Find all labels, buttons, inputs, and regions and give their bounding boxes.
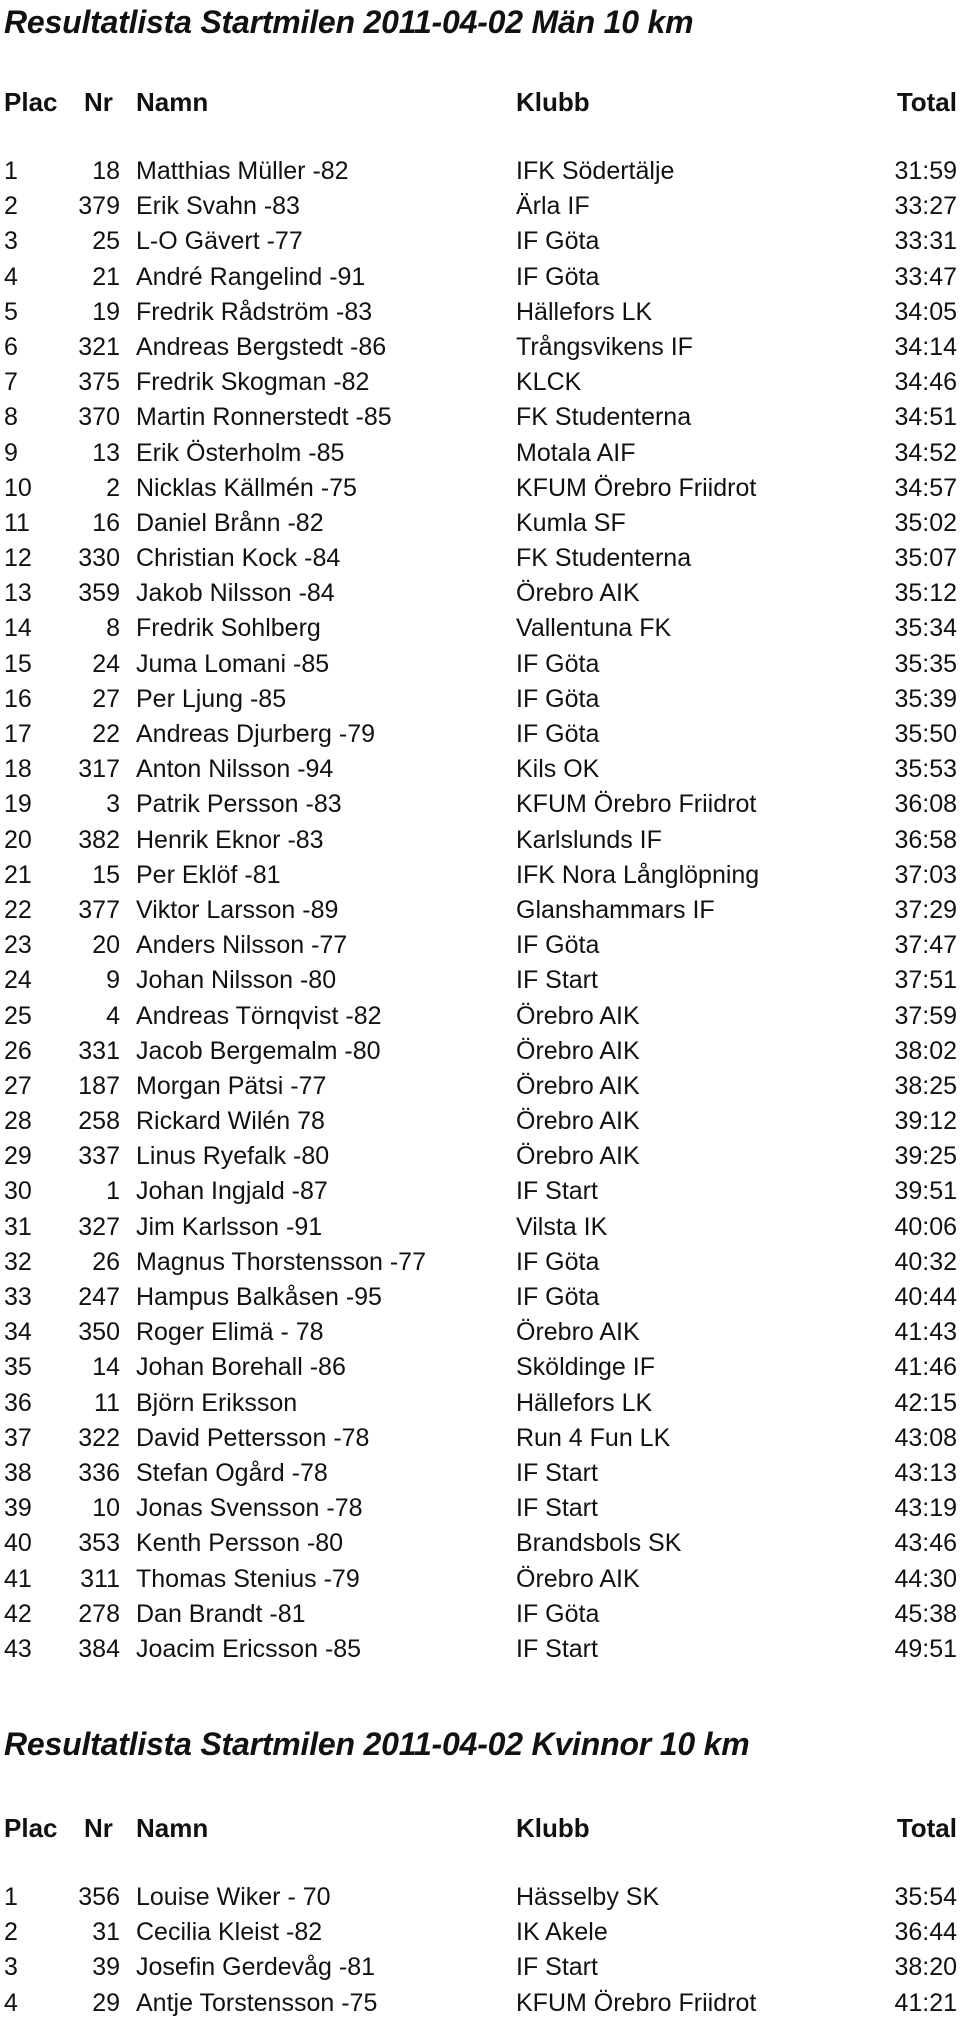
cell-nr: 10: [92, 1494, 120, 1523]
cell-namn: André Rangelind -91: [136, 262, 366, 291]
table-row: [0, 1491, 960, 1526]
cell-total: 40:44: [894, 1283, 957, 1311]
cell-total: 37:47: [894, 931, 957, 960]
cell-klubb: IF Göta: [516, 262, 600, 291]
cell-nr: 331: [78, 1036, 120, 1065]
cell-nr: 327: [78, 1212, 120, 1241]
cell-klubb: KFUM Örebro Friidrot: [516, 473, 757, 502]
results-table: [0, 154, 960, 1667]
cell-total: 35:54: [894, 1883, 957, 1911]
cell-nr: 16: [92, 508, 120, 537]
section-title: Resultatlista Startmilen 2011-04-02 Män 10 km: [4, 4, 694, 40]
cell-namn: Fredrik Sohlberg: [136, 614, 321, 643]
cell-klubb: Brandsbols SK: [516, 1529, 682, 1558]
cell-klubb: IF Start: [516, 966, 598, 995]
cell-total: 38:02: [894, 1036, 957, 1065]
cell-nr: 29: [92, 1988, 120, 2017]
cell-nr: 9: [106, 966, 120, 995]
cell-nr: 353: [78, 1529, 120, 1558]
cell-nr: 321: [78, 332, 120, 361]
cell-total: 37:03: [894, 860, 957, 889]
cell-plac: 9: [4, 438, 18, 467]
cell-namn: Fredrik Rådström -83: [136, 297, 373, 326]
cell-total: 43:19: [894, 1494, 957, 1523]
cell-nr: 14: [92, 1353, 120, 1382]
cell-nr: 350: [78, 1318, 120, 1347]
cell-nr: 317: [78, 755, 120, 784]
cell-total: 35:02: [894, 508, 957, 537]
cell-plac: 12: [4, 544, 32, 573]
cell-total: 35:34: [894, 614, 957, 643]
cell-total: 37:29: [894, 895, 957, 924]
cell-klubb: Hällefors LK: [516, 297, 653, 326]
cell-plac: 6: [4, 332, 18, 361]
cell-namn: Andreas Törnqvist -82: [136, 1001, 382, 1030]
cell-plac: 33: [4, 1283, 32, 1311]
cell-plac: 18: [4, 755, 32, 784]
table-row: [0, 611, 960, 646]
cell-klubb: IFK Nora Långlöpning: [516, 860, 760, 889]
cell-nr: 311: [80, 1564, 120, 1593]
cell-namn: Per Eklöf -81: [136, 860, 281, 889]
cell-namn: Roger Elimä - 78: [136, 1318, 324, 1347]
cell-namn: Cecilia Kleist -82: [136, 1918, 323, 1947]
cell-namn: Christian Kock -84: [136, 544, 341, 573]
cell-nr: 330: [78, 544, 120, 573]
cell-nr: 19: [92, 297, 120, 326]
cell-nr: 247: [78, 1283, 120, 1311]
cell-klubb: Kils OK: [516, 755, 600, 784]
table-row: [0, 1350, 960, 1385]
cell-klubb: Örebro AIK: [516, 1564, 640, 1593]
cell-total: 49:51: [894, 1634, 957, 1663]
cell-plac: 20: [4, 825, 32, 854]
cell-plac: 5: [4, 297, 18, 326]
cell-plac: 1: [4, 1883, 18, 1911]
cell-total: 35:07: [894, 544, 957, 573]
cell-nr: 322: [78, 1423, 120, 1452]
cell-plac: 25: [4, 1001, 32, 1030]
cell-namn: Henrik Eknor -83: [136, 825, 324, 854]
cell-total: 35:50: [894, 720, 957, 748]
cell-namn: Martin Ronnerstedt -85: [136, 403, 392, 432]
table-row: [0, 717, 960, 752]
cell-total: 33:31: [894, 227, 957, 256]
cell-total: 34:05: [894, 297, 957, 326]
cell-nr: 39: [92, 1953, 120, 1982]
table-row: [0, 1632, 960, 1667]
cell-plac: 43: [4, 1634, 32, 1663]
cell-nr: 2: [106, 473, 120, 502]
cell-total: 40:32: [894, 1247, 957, 1276]
cell-namn: Nicklas Källmén -75: [136, 473, 357, 502]
table-row: [0, 1386, 960, 1421]
table-row: [0, 928, 960, 963]
cell-nr: 187: [78, 1071, 120, 1100]
table-row: [0, 1562, 960, 1597]
cell-namn: Rickard Wilén 78: [136, 1107, 325, 1136]
cell-klubb: IF Göta: [516, 649, 600, 678]
cell-klubb: Ärla IF: [516, 192, 590, 221]
table-row: [0, 647, 960, 682]
cell-nr: 31: [92, 1918, 120, 1947]
header-nr: Nr: [84, 1813, 113, 1843]
cell-namn: Fredrik Skogman -82: [136, 368, 370, 397]
cell-total: 42:15: [894, 1388, 957, 1417]
cell-klubb: IF Göta: [516, 1599, 600, 1628]
cell-namn: Jacob Bergemalm -80: [136, 1036, 381, 1065]
cell-nr: 384: [78, 1634, 120, 1663]
table-row: [0, 330, 960, 365]
cell-klubb: Karlslunds IF: [516, 825, 662, 854]
cell-total: 35:39: [894, 684, 957, 713]
cell-plac: 7: [4, 368, 18, 397]
cell-plac: 11: [4, 508, 30, 537]
table-row: [0, 823, 960, 858]
cell-klubb: IK Akele: [516, 1918, 608, 1947]
cell-total: 39:25: [894, 1142, 957, 1171]
table-row: [0, 1421, 960, 1456]
cell-total: 35:53: [894, 755, 957, 784]
cell-klubb: IF Start: [516, 1953, 598, 1982]
cell-plac: 37: [4, 1423, 32, 1452]
cell-klubb: IF Start: [516, 1458, 598, 1487]
cell-plac: 2: [4, 192, 18, 221]
cell-plac: 34: [4, 1318, 32, 1347]
cell-total: 44:30: [894, 1564, 957, 1593]
cell-total: 36:08: [894, 790, 957, 819]
cell-total: 33:27: [894, 192, 957, 221]
cell-total: 34:46: [894, 368, 957, 397]
cell-plac: 24: [4, 966, 32, 995]
table-row: [0, 1034, 960, 1069]
cell-klubb: KFUM Örebro Friidrot: [516, 790, 757, 819]
header-total: Total: [896, 1813, 957, 1843]
cell-nr: 375: [78, 368, 120, 397]
cell-klubb: IF Göta: [516, 227, 600, 256]
table-row: [0, 295, 960, 330]
cell-namn: Daniel Brånn -82: [136, 508, 324, 537]
table-row: [0, 154, 960, 189]
cell-total: 40:06: [894, 1212, 957, 1241]
cell-plac: 3: [4, 227, 18, 256]
cell-klubb: KFUM Örebro Friidrot: [516, 1988, 757, 2017]
table-row: [0, 893, 960, 928]
column-header: [0, 84, 960, 120]
cell-plac: 36: [4, 1388, 32, 1417]
cell-klubb: Örebro AIK: [516, 1142, 640, 1171]
cell-plac: 22: [4, 895, 32, 924]
cell-namn: Kenth Persson -80: [136, 1529, 344, 1558]
cell-total: 43:08: [894, 1423, 957, 1452]
cell-plac: 14: [4, 614, 32, 643]
cell-total: 39:51: [894, 1177, 957, 1206]
cell-plac: 13: [4, 579, 32, 608]
cell-plac: 39: [4, 1494, 32, 1523]
cell-plac: 2: [4, 1918, 18, 1947]
table-row: [0, 260, 960, 295]
table-row: [0, 963, 960, 998]
header-total: Total: [896, 87, 957, 117]
cell-namn: Magnus Thorstensson -77: [136, 1247, 426, 1276]
table-row: [0, 1456, 960, 1491]
cell-plac: 21: [4, 860, 32, 889]
header-klubb: Klubb: [516, 87, 590, 117]
cell-nr: 13: [92, 438, 120, 467]
cell-namn: Joacim Ericsson -85: [136, 1634, 362, 1663]
table-row: [0, 471, 960, 506]
cell-namn: Linus Ryefalk -80: [136, 1142, 330, 1171]
table-row: [0, 1174, 960, 1209]
cell-klubb: Run 4 Fun LK: [516, 1423, 671, 1452]
table-row: [0, 682, 960, 717]
header-plac: Plac: [4, 1813, 58, 1843]
table-row: [0, 1069, 960, 1104]
cell-plac: 35: [4, 1353, 32, 1382]
cell-plac: 17: [4, 720, 32, 748]
cell-klubb: KLCK: [516, 368, 582, 397]
cell-klubb: Örebro AIK: [516, 1107, 640, 1136]
cell-namn: Erik Svahn -83: [136, 192, 300, 221]
cell-namn: Patrik Persson -83: [136, 790, 342, 819]
table-row: [0, 1915, 960, 1950]
cell-namn: Matthias Müller -82: [136, 157, 349, 185]
cell-total: 36:44: [894, 1918, 957, 1947]
cell-nr: 21: [92, 262, 120, 291]
cell-namn: Morgan Pätsi -77: [136, 1071, 327, 1100]
cell-namn: Björn Eriksson: [136, 1388, 298, 1417]
cell-plac: 26: [4, 1036, 32, 1065]
cell-plac: 32: [4, 1247, 32, 1276]
header-namn: Namn: [136, 1813, 209, 1843]
cell-namn: Josefin Gerdevåg -81: [136, 1953, 376, 1982]
cell-nr: 370: [78, 403, 120, 432]
cell-total: 34:14: [894, 332, 957, 361]
cell-nr: 24: [92, 649, 120, 678]
cell-klubb: Hässelby SK: [516, 1883, 660, 1911]
table-row: [0, 1526, 960, 1561]
cell-klubb: IF Göta: [516, 720, 600, 748]
cell-plac: 4: [4, 1988, 18, 2017]
cell-plac: 16: [4, 684, 32, 713]
cell-plac: 3: [4, 1953, 18, 1982]
cell-klubb: IF Start: [516, 1634, 598, 1663]
cell-nr: 337: [78, 1142, 120, 1171]
cell-nr: 18: [92, 157, 120, 185]
cell-namn: Per Ljung -85: [136, 684, 287, 713]
cell-namn: Erik Österholm -85: [136, 438, 345, 467]
cell-total: 34:57: [894, 473, 957, 502]
cell-nr: 22: [92, 720, 120, 748]
cell-total: 38:20: [894, 1953, 957, 1982]
cell-namn: Andreas Djurberg -79: [136, 720, 376, 748]
table-row: [0, 1597, 960, 1632]
cell-klubb: Örebro AIK: [516, 1001, 640, 1030]
cell-total: 43:46: [894, 1529, 957, 1558]
table-row: [0, 576, 960, 611]
table-row: [0, 1986, 960, 2021]
cell-plac: 29: [4, 1142, 32, 1171]
header-nr: Nr: [84, 87, 113, 117]
cell-total: 36:58: [894, 825, 957, 854]
cell-nr: 356: [78, 1883, 120, 1911]
table-row: [0, 400, 960, 435]
cell-namn: Stefan Ogård -78: [136, 1458, 328, 1487]
cell-total: 41:21: [894, 1988, 957, 2017]
cell-nr: 359: [78, 579, 120, 608]
cell-nr: 336: [78, 1458, 120, 1487]
cell-plac: 19: [4, 790, 32, 819]
table-row: [0, 1315, 960, 1350]
table-row: [0, 1104, 960, 1139]
cell-namn: Johan Nilsson -80: [136, 966, 337, 995]
cell-namn: Johan Borehall -86: [136, 1353, 346, 1382]
cell-namn: Anton Nilsson -94: [136, 755, 334, 784]
cell-plac: 4: [4, 262, 18, 291]
cell-nr: 3: [106, 790, 120, 819]
cell-namn: Louise Wiker - 70: [136, 1883, 331, 1911]
cell-total: 34:52: [894, 438, 957, 467]
cell-nr: 25: [92, 227, 120, 256]
cell-plac: 23: [4, 931, 32, 960]
cell-namn: L-O Gävert -77: [136, 227, 303, 256]
cell-namn: Dan Brandt -81: [136, 1599, 306, 1628]
cell-nr: 377: [78, 895, 120, 924]
cell-namn: Viktor Larsson -89: [136, 895, 339, 924]
cell-namn: Thomas Stenius -79: [136, 1564, 360, 1593]
cell-klubb: Örebro AIK: [516, 1071, 640, 1100]
table-row: [0, 858, 960, 893]
cell-total: 38:25: [894, 1071, 957, 1100]
cell-total: 43:13: [894, 1458, 957, 1487]
cell-klubb: IF Göta: [516, 684, 600, 713]
cell-nr: 11: [94, 1388, 120, 1417]
cell-klubb: IF Start: [516, 1177, 598, 1206]
table-row: [0, 506, 960, 541]
cell-klubb: Kumla SF: [516, 508, 626, 537]
cell-klubb: Örebro AIK: [516, 1318, 640, 1347]
column-header: [0, 1810, 960, 1846]
cell-total: 39:12: [894, 1107, 957, 1136]
header-klubb: Klubb: [516, 1813, 590, 1843]
cell-klubb: Hällefors LK: [516, 1388, 653, 1417]
cell-plac: 1: [4, 157, 18, 185]
cell-klubb: IF Göta: [516, 931, 600, 960]
cell-nr: 20: [92, 931, 120, 960]
cell-klubb: Vilsta IK: [516, 1212, 608, 1241]
cell-namn: David Pettersson -78: [136, 1423, 370, 1452]
cell-plac: 41: [4, 1564, 32, 1593]
cell-nr: 15: [92, 860, 120, 889]
cell-total: 41:43: [894, 1318, 957, 1347]
table-row: [0, 1950, 960, 1985]
table-row: [0, 787, 960, 822]
cell-klubb: Motala AIF: [516, 438, 636, 467]
cell-namn: Andreas Bergstedt -86: [136, 332, 387, 361]
table-row: [0, 752, 960, 787]
section-title: Resultatlista Startmilen 2011-04-02 Kvinnor 10 km: [4, 1726, 750, 1762]
cell-nr: 379: [78, 192, 120, 221]
cell-namn: Johan Ingjald -87: [136, 1177, 328, 1206]
cell-plac: 40: [4, 1529, 32, 1558]
cell-klubb: Örebro AIK: [516, 1036, 640, 1065]
table-row: [0, 1245, 960, 1280]
cell-nr: 382: [78, 825, 120, 854]
cell-klubb: IF Göta: [516, 1283, 600, 1311]
cell-klubb: FK Studenterna: [516, 403, 692, 432]
cell-namn: Jim Karlsson -91: [136, 1212, 323, 1241]
table-row: [0, 1880, 960, 1915]
cell-namn: Anders Nilsson -77: [136, 931, 348, 960]
cell-total: 37:59: [894, 1001, 957, 1030]
cell-klubb: FK Studenterna: [516, 544, 692, 573]
cell-klubb: Örebro AIK: [516, 579, 640, 608]
table-row: [0, 541, 960, 576]
cell-klubb: Glanshammars IF: [516, 895, 715, 924]
cell-plac: 42: [4, 1599, 32, 1628]
cell-plac: 10: [4, 473, 32, 502]
cell-klubb: Trångsvikens IF: [516, 332, 693, 361]
table-row: [0, 189, 960, 224]
cell-nr: 26: [92, 1247, 120, 1276]
cell-plac: 27: [4, 1071, 32, 1100]
cell-plac: 38: [4, 1458, 32, 1487]
cell-nr: 4: [106, 1001, 120, 1030]
cell-plac: 15: [4, 649, 32, 678]
cell-nr: 258: [78, 1107, 120, 1136]
cell-plac: 8: [4, 403, 18, 432]
table-row: [0, 365, 960, 400]
cell-namn: Antje Torstensson -75: [136, 1988, 378, 2017]
cell-klubb: IF Göta: [516, 1247, 600, 1276]
cell-total: 45:38: [894, 1599, 957, 1628]
cell-plac: 30: [4, 1177, 32, 1206]
cell-total: 33:47: [894, 262, 957, 291]
cell-namn: Jakob Nilsson -84: [136, 579, 335, 608]
cell-total: 35:35: [894, 649, 957, 678]
cell-klubb: Sköldinge IF: [516, 1353, 655, 1382]
table-row: [0, 999, 960, 1034]
cell-total: 41:46: [894, 1353, 957, 1382]
cell-klubb: Vallentuna FK: [516, 614, 672, 643]
cell-nr: 278: [78, 1599, 120, 1628]
table-row: [0, 224, 960, 259]
table-row: [0, 1139, 960, 1174]
cell-namn: Jonas Svensson -78: [136, 1494, 363, 1523]
table-row: [0, 1280, 960, 1315]
cell-namn: Juma Lomani -85: [136, 649, 330, 678]
header-plac: Plac: [4, 87, 58, 117]
cell-total: 31:59: [894, 157, 957, 185]
table-row: [0, 1210, 960, 1245]
cell-total: 34:51: [894, 403, 957, 432]
cell-nr: 8: [106, 614, 120, 643]
header-namn: Namn: [136, 87, 209, 117]
cell-namn: Hampus Balkåsen -95: [136, 1283, 382, 1311]
results-table: [0, 1880, 960, 2021]
cell-klubb: IFK Södertälje: [516, 157, 675, 185]
table-row: [0, 436, 960, 471]
cell-plac: 28: [4, 1107, 32, 1136]
cell-nr: 1: [106, 1177, 120, 1206]
cell-nr: 27: [92, 684, 120, 713]
cell-klubb: IF Start: [516, 1494, 598, 1523]
cell-total: 35:12: [894, 579, 957, 608]
cell-total: 37:51: [894, 966, 957, 995]
cell-plac: 31: [4, 1212, 32, 1241]
